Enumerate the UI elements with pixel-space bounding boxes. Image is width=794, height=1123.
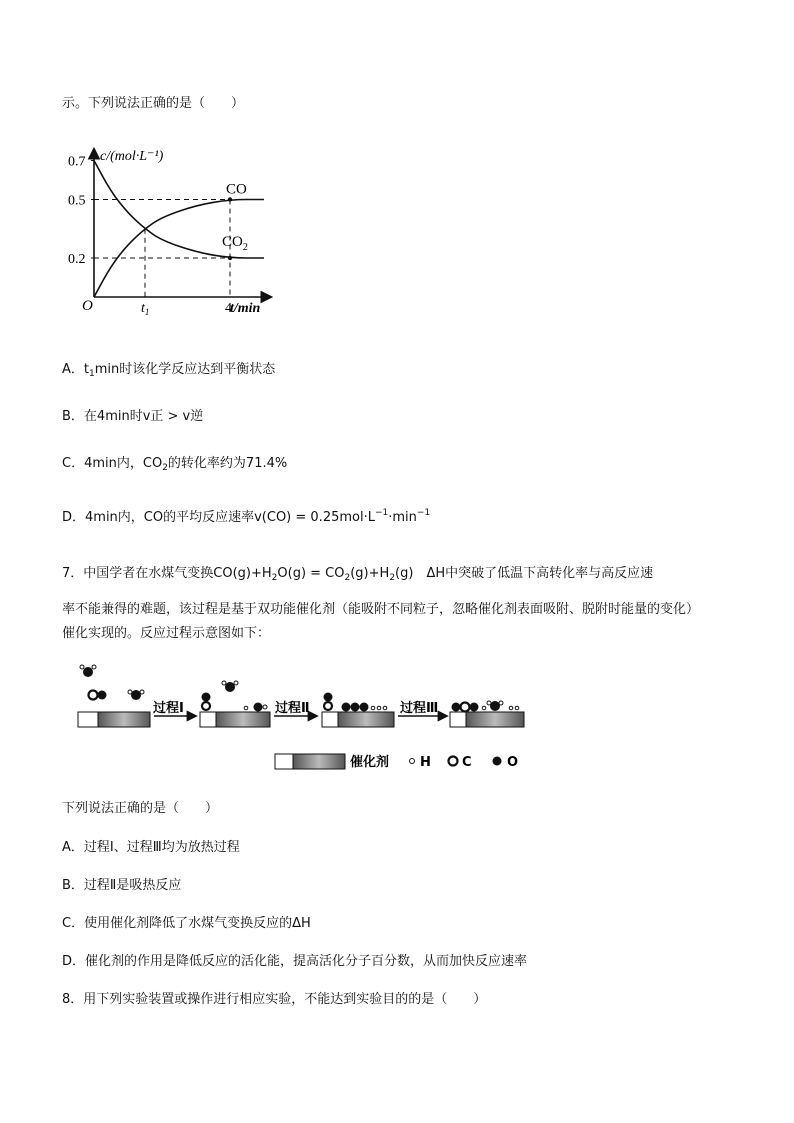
surface-species-3 <box>324 693 387 712</box>
legend-c: C <box>462 755 472 770</box>
dissociated-water <box>244 703 267 712</box>
legend-catalyst: 催化剂 <box>350 755 390 770</box>
y-tick-label: 0.7 <box>68 154 86 170</box>
y-tick-label: 0.2 <box>68 252 86 267</box>
step-2-label: 过程Ⅱ <box>275 701 310 716</box>
eq-point-CO <box>228 197 232 201</box>
reaction-process-diagram <box>70 656 540 776</box>
q6-option-d: D．4min内，CO的平均反应速率$v(CO) = 0.25mol\cdot L^{-1}\cdot\min^{-1}$ <box>62 508 431 525</box>
h2o-molecule-floating <box>80 665 96 677</box>
concentration-time-chart <box>60 140 290 320</box>
h2o-molecule-2 <box>128 690 144 700</box>
q7-stem-line2: 率不能兼得的难题，该过程是基于双功能催化剂（能吸附不同粒子，忽略催化剂表面吸附、脱附时能量的变化） <box>62 602 700 617</box>
catalyst-stage-2 <box>200 712 270 727</box>
legend-o: O <box>507 755 519 770</box>
q7-option-c: C．使用催化剂降低了水煤气变换反应的ΔH <box>62 916 311 931</box>
q6-option-c: C．4min内，$CO_2$的转化率约为71.4% <box>62 456 288 473</box>
co-molecule-floating <box>89 691 107 700</box>
catalyst-stage-3 <box>322 712 394 727</box>
y-axis-label: c/(mol·L⁻¹) <box>100 149 164 164</box>
q8-stem: 8．用下列实验装置或操作进行相应实验，不能达到实验目的的是（ ） <box>62 992 487 1007</box>
legend <box>275 754 518 770</box>
q7-option-b: B．过程Ⅱ是吸热反应 <box>62 878 182 893</box>
step-1-label: 过程Ⅰ <box>153 701 184 716</box>
h2o-molecule-floating-2 <box>222 681 238 692</box>
origin-label: O <box>82 298 93 314</box>
series-label-CO: CO <box>226 181 247 198</box>
x-axis-label: t/min <box>230 301 261 316</box>
products-3 <box>452 701 519 712</box>
q7-stem-line1: 7．中国学者在水煤气变换$CO(g)+H_2O(g) = CO_2(g)+H_2(g)$ ΔH中突破了低温下高转化率与高反应速 <box>62 566 654 583</box>
series-label-CO2: $CO_2$ <box>222 234 248 253</box>
q6-option-b: B．在4min时v正 > v逆 <box>62 409 204 424</box>
step-3-label: 过程Ⅲ <box>400 701 439 716</box>
catalyst-stage-1 <box>78 712 150 727</box>
x-tick-label-t1: $t_1$ <box>141 301 150 317</box>
q6-option-a: A．$t_1\min$时该化学反应达到平衡状态 <box>62 362 276 379</box>
q6-stem-tail: 示。下列说法正确的是（ ） <box>62 96 245 111</box>
adsorbed-co <box>202 693 211 711</box>
x-tick-label-4: 4 <box>225 301 232 316</box>
catalyst-stage-4 <box>450 712 524 727</box>
eq-point-CO2 <box>228 256 232 260</box>
legend-h: H <box>420 755 431 770</box>
q7-stem-line3: 催化实现的。反应过程示意图如下： <box>62 626 271 641</box>
q7-option-a: A．过程Ⅰ、过程Ⅲ均为放热过程 <box>62 840 240 855</box>
y-tick-label: 0.5 <box>68 193 86 209</box>
q7-question: 下列说法正确的是（ ） <box>62 801 219 816</box>
q7-option-d: D．催化剂的作用是降低反应的活化能，提高活化分子百分数，从而加快反应速率 <box>62 954 528 969</box>
